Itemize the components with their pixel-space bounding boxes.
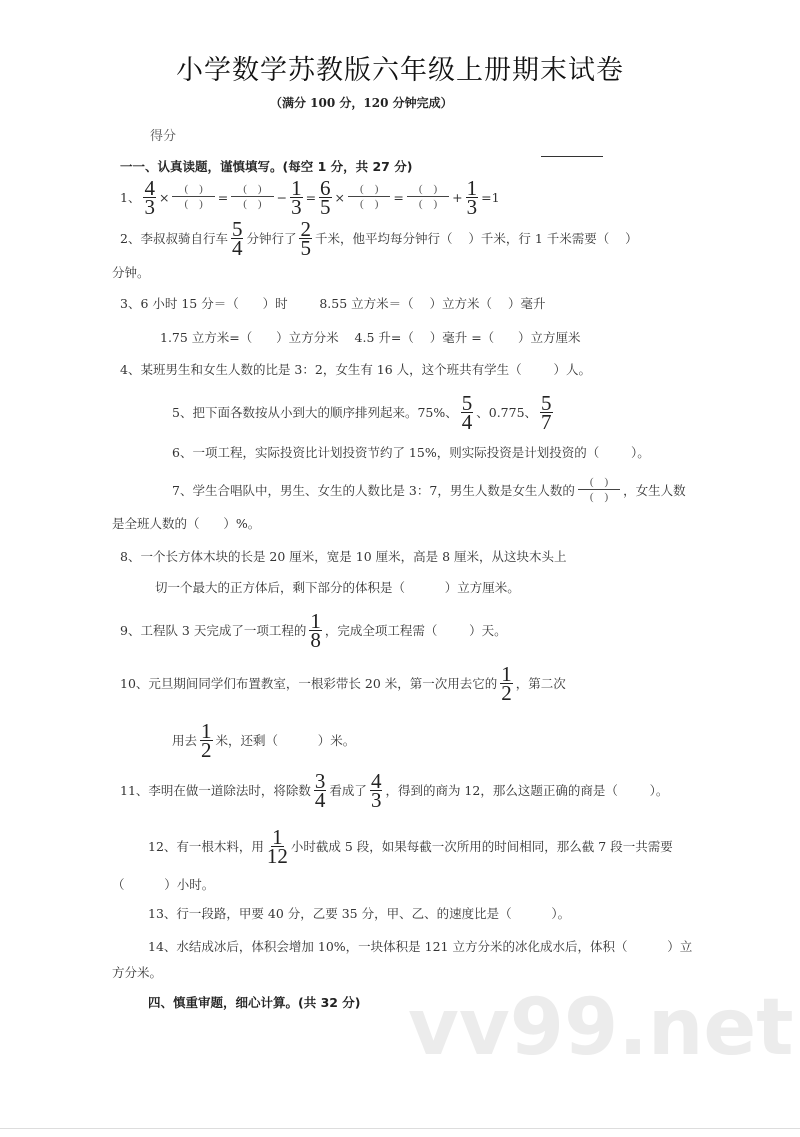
score-label: 得分 <box>150 129 177 144</box>
numerator: ( ) <box>578 476 620 490</box>
numerator: ( ) <box>407 183 449 197</box>
text-segment: × <box>334 189 346 205</box>
question-7 <box>172 472 686 508</box>
page-title: 小学数学苏教版六年级上册期末试卷 <box>176 55 624 86</box>
text-segment: 4、某班男生和女生人数的比是 3：2，女生有 16 人，这个班共有学生（ ）人。 <box>120 362 591 377</box>
numerator: 6 <box>320 175 331 200</box>
denominator: 4 <box>231 235 243 260</box>
text-segment: 分钟行了 <box>246 231 297 246</box>
text-segment: = <box>217 189 229 205</box>
fraction <box>266 824 288 868</box>
numerator: 3 <box>314 768 326 793</box>
text-segment: 1、 <box>120 190 141 205</box>
denominator: 4 <box>314 787 326 812</box>
denominator: 3 <box>370 787 382 812</box>
text-segment: + <box>452 189 463 205</box>
numerator: ( ) <box>348 183 390 197</box>
fraction <box>231 216 244 260</box>
fraction <box>319 175 332 219</box>
text-segment: 看成了 <box>329 783 367 798</box>
text-segment: − <box>276 189 288 205</box>
text-segment: 一一、认真读题，谨慎填写。(每空 1 分，共 27 分) <box>120 159 413 174</box>
question-4 <box>120 351 591 387</box>
text-segment: 5、把下面各数按从小到大的顺序排列起来。75%、 <box>172 405 458 420</box>
section-heading-4 <box>148 984 361 1020</box>
text-segment: （ ）小时。 <box>112 877 215 892</box>
score-blank-line <box>541 156 603 157</box>
text-segment: ，得到的商为 12，那么这题正确的商是（ ）。 <box>385 783 669 798</box>
text-segment: ，女生人数 <box>623 483 686 498</box>
denominator: 4 <box>461 409 473 434</box>
text-segment: × <box>158 189 170 205</box>
text-segment: 方分米。 <box>112 965 163 980</box>
numerator: 1 <box>501 661 512 686</box>
text-segment: 7、学生合唱队中，男生、女生的人数比是 3：7，男生人数是女生人数的 <box>172 483 575 498</box>
fraction <box>461 390 474 434</box>
text-segment: 8、一个长方体木块的长是 20 厘米，宽是 10 厘米，高是 8 厘米，从这块木头上 <box>120 549 567 564</box>
question-12 <box>148 824 673 868</box>
text-segment: 10、元旦期间同学们布置教室，一根彩带长 20 米，第一次用去它的 <box>120 676 498 691</box>
question-7-cont <box>112 505 260 541</box>
question-3-cont <box>160 319 581 355</box>
denominator: 5 <box>300 235 311 260</box>
text-segment: 3、6 小时 15 分＝（ ）时 8.55 立方米＝（ ）立方米（ ）毫升 <box>120 296 546 311</box>
text-segment: 四、慎重审题，细心计算。(共 32 分) <box>148 995 361 1010</box>
denominator: 3 <box>466 194 478 219</box>
question-8-cont <box>155 569 520 605</box>
numerator: 4 <box>370 768 382 793</box>
denominator: 8 <box>310 627 321 652</box>
text-segment: 2、李叔叔骑自行车 <box>120 231 228 246</box>
watermark: vv99.net <box>408 983 794 1073</box>
numerator: 4 <box>144 175 155 200</box>
text-segment: 6、一项工程，实际投资比计划投资节约了 15%，则实际投资是计划投资的（ ）。 <box>172 445 650 460</box>
numerator: 5 <box>541 390 552 415</box>
numerator: 1 <box>291 175 302 200</box>
fraction <box>540 390 553 434</box>
denominator: ( ) <box>184 198 203 210</box>
denominator: ( ) <box>589 491 609 503</box>
text-segment: 切一个最大的正方体后，剩下部分的体积是（ ）立方厘米。 <box>155 580 520 595</box>
numerator: 1 <box>310 608 321 633</box>
denominator: 7 <box>541 409 552 434</box>
fraction-blank <box>407 183 449 211</box>
fraction <box>500 661 513 705</box>
numerator: 5 <box>231 216 243 241</box>
text-segment: = <box>305 189 317 205</box>
question-5 <box>172 390 556 434</box>
text-segment: 11、李明在做一道除法时，将除数 <box>120 783 311 798</box>
question-9 <box>120 608 507 652</box>
denominator: ( ) <box>418 198 438 210</box>
denominator: ( ) <box>243 198 262 210</box>
text-segment: 1.75 立方米=（ ）立方分米 4.5 升=（ ）毫升 =（ ）立方厘米 <box>160 330 581 345</box>
question-10-cont <box>172 718 356 762</box>
fraction-blank <box>231 183 273 211</box>
denominator: 3 <box>144 194 155 219</box>
page-edge <box>0 1128 800 1129</box>
question-11 <box>120 768 669 812</box>
fraction-blank <box>348 183 390 211</box>
fraction <box>299 216 312 260</box>
fraction-blank <box>578 476 620 504</box>
text-segment: 用去 <box>172 733 198 748</box>
numerator: 1 <box>466 175 478 200</box>
text-segment: ，第二次 <box>515 676 566 691</box>
question-3 <box>120 285 545 321</box>
fraction-blank <box>172 183 214 211</box>
fraction <box>314 768 327 812</box>
question-10 <box>120 661 566 705</box>
text-segment: 14、水结成冰后，体积会增加 10%，一块体积是 121 立方分米的冰化成水后，体积（ ）立 <box>148 939 693 954</box>
exam-subtitle: （满分 100 分，120 分钟完成） <box>270 96 453 110</box>
question-14 <box>148 928 692 964</box>
denominator: 2 <box>501 680 512 705</box>
text-segment: 、0.775、 <box>476 405 538 420</box>
denominator: 12 <box>266 843 288 868</box>
fraction <box>370 768 383 812</box>
fraction <box>309 608 322 652</box>
question-1 <box>120 175 500 219</box>
denominator: 3 <box>291 194 302 219</box>
numerator: 2 <box>300 216 311 241</box>
text-segment: = <box>393 189 404 205</box>
fraction <box>143 175 156 219</box>
fraction <box>466 175 479 219</box>
denominator: 5 <box>320 194 331 219</box>
text-segment: ，完成全项工程需（ ）天。 <box>324 623 507 638</box>
text-segment: 分钟。 <box>112 265 150 280</box>
numerator: ( ) <box>172 183 214 197</box>
question-2 <box>120 216 638 260</box>
text-segment: 米，还剩（ ）米。 <box>215 733 356 748</box>
text-segment: =1 <box>481 189 500 205</box>
fraction <box>290 175 303 219</box>
numerator: 5 <box>461 390 473 415</box>
numerator: 1 <box>272 824 283 849</box>
numerator: 1 <box>201 718 212 743</box>
text-segment: 小时截成 5 段，如果每截一次所用的时间相同，那么截 7 段一共需要 <box>290 839 673 854</box>
text-segment: 13、行一段路，甲要 40 分，乙要 35 分，甲、乙、的速度比是（ ）。 <box>148 906 571 921</box>
numerator: ( ) <box>231 183 273 197</box>
question-13 <box>148 895 570 931</box>
denominator: ( ) <box>360 198 379 210</box>
text-segment: 千米，他平均每分钟行（ ）千米，行 1 千米需要（ ） <box>314 231 638 246</box>
fraction <box>200 718 213 762</box>
denominator: 2 <box>201 737 212 762</box>
text-segment: 是全班人数的（ ）%。 <box>112 516 261 531</box>
text-segment: 12、有一根木料，用 <box>148 839 264 854</box>
question-6 <box>172 434 650 470</box>
text-segment: 9、工程队 3 天完成了一项工程的 <box>120 623 307 638</box>
